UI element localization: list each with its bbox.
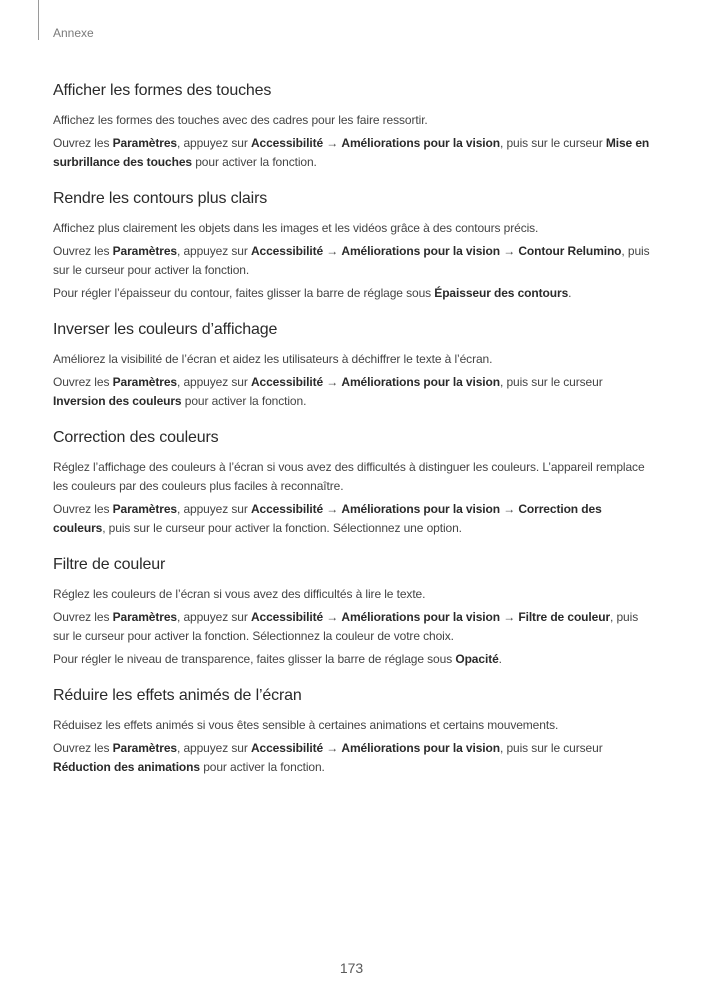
bold-term: Mise en surbrillance des touches (53, 136, 650, 169)
document-body (53, 80, 653, 793)
text-run: . (498, 652, 502, 666)
text-run: Réduisez les effets animés si vous êtes sensible à certaines animations et certains mouvements. (53, 718, 559, 732)
text-run: Pour régler l’épaisseur du contour, faites glisser la barre de réglage sous (53, 286, 435, 300)
bold-term: Réduction des animations (53, 760, 200, 774)
bold-term: Accessibilité (250, 375, 324, 389)
margin-rule (38, 0, 39, 40)
bold-term: Améliorations pour la vision (341, 741, 500, 755)
text-run: , appuyez sur (176, 610, 251, 624)
text-run: Affichez les formes des touches avec des cadres pour les faire ressortir. (53, 113, 428, 127)
text-run: Réglez l’affichage des couleurs à l’écran si vous avez des difficultés à distinguer les couleurs. L’appareil remplace les couleurs par des couleurs plus faciles à reconnaître. (53, 460, 645, 493)
text-run: pour activer la fonction. (181, 394, 307, 408)
text-run: pour activer la fonction. (199, 760, 325, 774)
text-run: → (323, 244, 342, 258)
section (53, 188, 653, 303)
text-run: , puis sur le curseur (499, 741, 603, 755)
text-run: Ouvrez les (53, 610, 113, 624)
bold-term: Filtre de couleur (518, 610, 611, 624)
bold-term: Accessibilité (250, 610, 324, 624)
bold-term: Accessibilité (250, 244, 324, 258)
bold-term: Améliorations pour la vision (341, 136, 500, 150)
text-run: . (568, 286, 572, 300)
bold-term: Paramètres (112, 244, 177, 258)
text-run: Pour régler le niveau de transparence, faites glisser la barre de réglage sous (53, 652, 456, 666)
bold-term: Améliorations pour la vision (341, 610, 500, 624)
paragraph (53, 284, 653, 303)
bold-term: Accessibilité (250, 741, 324, 755)
text-run: → (323, 741, 342, 755)
text-run: , puis sur le curseur pour activer la fonction. Sélectionnez la couleur de votre choix. (53, 610, 639, 643)
section-title: Réduire les effets animés de l’écran (53, 687, 302, 704)
bold-term: Paramètres (112, 136, 177, 150)
paragraph (53, 608, 653, 646)
text-run: → (323, 502, 342, 516)
text-run: → (323, 610, 342, 624)
paragraph (53, 350, 653, 369)
section-title: Inverser les couleurs d’affichage (53, 321, 278, 338)
text-run: , appuyez sur (176, 244, 251, 258)
bold-term: Paramètres (112, 610, 177, 624)
page-number: 173 (339, 960, 364, 976)
section-title: Correction des couleurs (53, 429, 219, 446)
text-run: , puis sur le curseur pour activer la fonction. (53, 244, 650, 277)
bold-term: Contour Relumino (518, 244, 622, 258)
text-run: pour activer la fonction. (191, 155, 317, 169)
bold-term: Correction des couleurs (53, 502, 602, 535)
paragraph (53, 739, 653, 777)
section-title: Filtre de couleur (53, 556, 166, 573)
section-title: Rendre les contours plus clairs (53, 190, 268, 207)
paragraph (53, 585, 653, 604)
text-run: Affichez plus clairement les objets dans les images et les vidéos grâce à des contours précis. (53, 221, 539, 235)
paragraph (53, 500, 653, 538)
text-run: Ouvrez les (53, 375, 113, 389)
text-run: → (499, 502, 519, 516)
header-label: Annexe (53, 26, 94, 40)
paragraph (53, 373, 653, 411)
text-run: → (499, 244, 519, 258)
section-title: Afficher les formes des touches (53, 82, 272, 99)
bold-term: Épaisseur des contours (434, 286, 569, 300)
text-run: → (323, 375, 342, 389)
text-run: Ouvrez les (53, 741, 113, 755)
text-run: , puis sur le curseur pour activer la fonction. Sélectionnez une option. (102, 521, 462, 535)
bold-term: Paramètres (112, 741, 177, 755)
section (53, 80, 653, 172)
text-run: Réglez les couleurs de l’écran si vous avez des difficultés à lire le texte. (53, 587, 426, 601)
text-run: , appuyez sur (176, 502, 251, 516)
paragraph (53, 242, 653, 280)
bold-term: Accessibilité (250, 502, 324, 516)
paragraph (53, 716, 653, 735)
text-run: , appuyez sur (176, 375, 251, 389)
bold-term: Paramètres (112, 375, 177, 389)
paragraph (53, 219, 653, 238)
text-run: Ouvrez les (53, 244, 113, 258)
text-run: → (499, 610, 519, 624)
paragraph (53, 458, 653, 496)
text-run: Améliorez la visibilité de l’écran et aidez les utilisateurs à déchiffrer le texte à l’écran. (53, 352, 493, 366)
text-run: → (323, 136, 342, 150)
text-run: Ouvrez les (53, 136, 113, 150)
bold-term: Améliorations pour la vision (341, 375, 500, 389)
paragraph (53, 650, 653, 669)
paragraph (53, 111, 653, 130)
bold-term: Paramètres (112, 502, 177, 516)
section (53, 685, 653, 777)
section (53, 319, 653, 411)
bold-term: Améliorations pour la vision (341, 502, 500, 516)
bold-term: Opacité (455, 652, 499, 666)
bold-term: Inversion des couleurs (53, 394, 182, 408)
section (53, 427, 653, 538)
text-run: , puis sur le curseur (499, 375, 603, 389)
bold-term: Améliorations pour la vision (341, 244, 500, 258)
text-run: , appuyez sur (176, 136, 251, 150)
text-run: , puis sur le curseur (499, 136, 606, 150)
text-run: Ouvrez les (53, 502, 113, 516)
text-run: , appuyez sur (176, 741, 251, 755)
section (53, 554, 653, 669)
bold-term: Accessibilité (250, 136, 324, 150)
paragraph (53, 134, 653, 172)
